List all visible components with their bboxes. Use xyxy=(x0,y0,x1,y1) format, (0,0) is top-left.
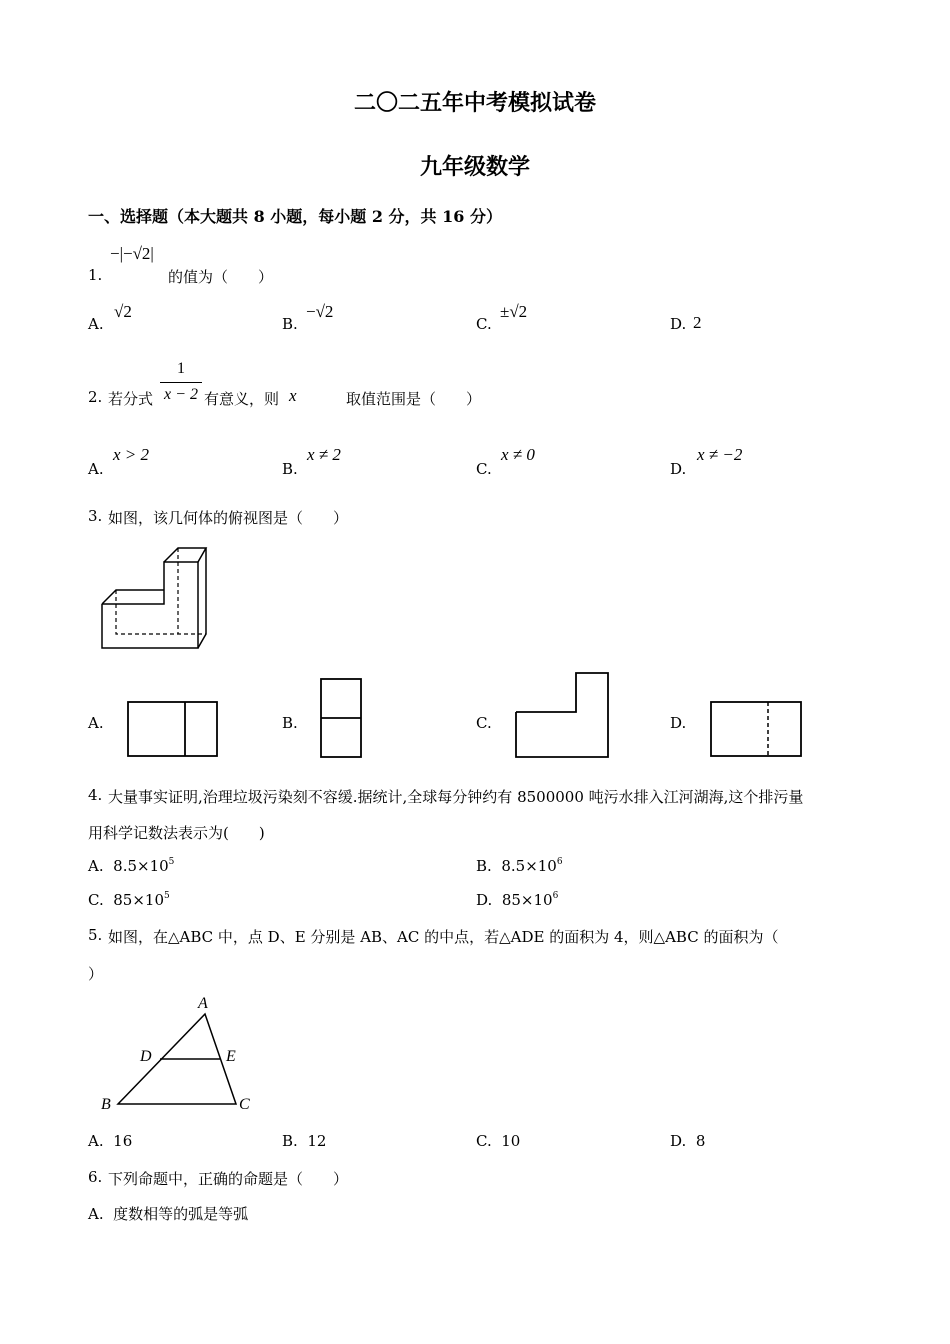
q5-label-b: B xyxy=(101,1096,111,1113)
q2-option-d-label: D. xyxy=(670,460,687,478)
q6-number: 6. xyxy=(88,1168,103,1186)
q1-option-a-label: A. xyxy=(88,315,104,333)
q5-label-e: E xyxy=(226,1048,236,1065)
q4-option-c-label: C. xyxy=(88,891,104,909)
q4-stem-line2: 用科学记数法表示为( ) xyxy=(88,824,265,842)
q2-option-a-label: A. xyxy=(88,460,104,478)
q2-option-b-value: x ≠ 2 xyxy=(307,445,341,464)
q4-option-a-base: 8.5×10 xyxy=(113,857,169,875)
q4-option-b-label: B. xyxy=(476,857,492,875)
q5-option-a-value: 16 xyxy=(113,1132,133,1150)
q2-fraction-numerator: 1 xyxy=(177,360,185,377)
q5-option-d xyxy=(670,1132,705,1150)
q5-label-d: D xyxy=(140,1048,152,1065)
q5-option-c xyxy=(476,1132,520,1150)
q2-option-a-value: x > 2 xyxy=(113,445,150,464)
q2-stem-post: 取值范围是（ ） xyxy=(346,390,482,408)
q5-option-d-value: 8 xyxy=(695,1132,706,1150)
q1-number: 1. xyxy=(88,266,103,284)
q6-option-a-label: A. xyxy=(88,1205,104,1223)
q4-option-a-label: A. xyxy=(88,857,104,875)
q4-number: 4. xyxy=(88,786,103,804)
q4-option-d-base: 85×10 xyxy=(501,891,553,909)
q1-option-a-value: √2 xyxy=(114,302,132,321)
q3-option-a-label: A. xyxy=(88,714,104,732)
q4-option-c-exp: 5 xyxy=(164,891,170,901)
q5-option-c-value: 10 xyxy=(501,1132,521,1150)
q4-option-d-exp: 6 xyxy=(552,891,559,901)
q5-stem-line2: ） xyxy=(88,965,104,983)
q2-option-d-value: x ≠ −2 xyxy=(697,445,743,464)
q2-number: 2. xyxy=(88,388,103,406)
q5-option-b-value: 12 xyxy=(307,1132,327,1150)
q5-option-b-label: B. xyxy=(282,1132,298,1150)
q6-stem: 下列命题中，正确的命题是（ ） xyxy=(108,1170,349,1188)
q3-number: 3. xyxy=(88,507,103,525)
q4-option-b-base: 8.5×10 xyxy=(501,857,557,875)
section-heading: 一、选择题（本大题共 8 小题，每小题 2 分，共 16 分） xyxy=(88,207,502,226)
q1-option-c-label: C. xyxy=(476,315,492,333)
q5-option-b xyxy=(282,1132,326,1150)
q2-option-c-value: x ≠ 0 xyxy=(501,445,535,464)
exam-subtitle: 九年级数学 xyxy=(419,154,530,180)
q1-option-b-label: B. xyxy=(282,315,298,333)
q3-option-d-label: D. xyxy=(670,714,687,732)
q3-stem: 如图，该几何体的俯视图是（ ） xyxy=(108,509,349,527)
q1-option-d-value: 2 xyxy=(693,313,702,332)
q6-option-a-value: 度数相等的弧是等弧 xyxy=(113,1205,249,1223)
q2-fraction-denominator: x − 2 xyxy=(164,386,198,403)
q1-option-c-value: ±√2 xyxy=(500,302,528,321)
q4-stem-line1: 大量事实证明,治理垃圾污染刻不容缓.据统计,全球每分钟约有 8500000 吨污水排入江河湖海,这个排污量 xyxy=(108,788,804,806)
q1-option-d-label: D. xyxy=(670,315,687,333)
q6-option-a xyxy=(88,1203,248,1224)
q5-stem-line1: 如图，在△ABC 中，点 D、E 分别是 AB、AC 的中点，若△ADE 的面积为 4，则△ABC 的面积为（ xyxy=(108,928,779,946)
q2-stem-pre: 若分式 xyxy=(108,390,154,408)
q1-option-b-value: −√2 xyxy=(306,302,334,321)
q4-option-c-base: 85×10 xyxy=(113,891,165,909)
q2-variable: x xyxy=(289,386,297,405)
q5-option-d-label: D. xyxy=(670,1132,687,1150)
q4-option-a-exp: 5 xyxy=(168,857,175,867)
q4-option-b-exp: 6 xyxy=(556,857,563,867)
q5-option-c-label: C. xyxy=(476,1132,492,1150)
q5-label-a: A xyxy=(198,995,208,1012)
q5-option-a xyxy=(88,1132,132,1150)
q5-label-c: C xyxy=(239,1096,250,1113)
q5-number: 5. xyxy=(88,926,103,944)
q2-option-c-label: C. xyxy=(476,460,492,478)
q3-option-c-label: C. xyxy=(476,714,492,732)
q1-stem: 的值为（ ） xyxy=(168,268,274,286)
exam-title: 二〇二五年中考模拟试卷 xyxy=(353,90,596,116)
q3-option-b-label: B. xyxy=(282,714,298,732)
q2-stem-mid: 有意义，则 xyxy=(204,390,280,408)
q1-expression: −|−√2| xyxy=(110,244,154,263)
q5-option-a-label: A. xyxy=(88,1132,104,1150)
q4-option-d-label: D. xyxy=(476,891,493,909)
q2-option-b-label: B. xyxy=(282,460,298,478)
